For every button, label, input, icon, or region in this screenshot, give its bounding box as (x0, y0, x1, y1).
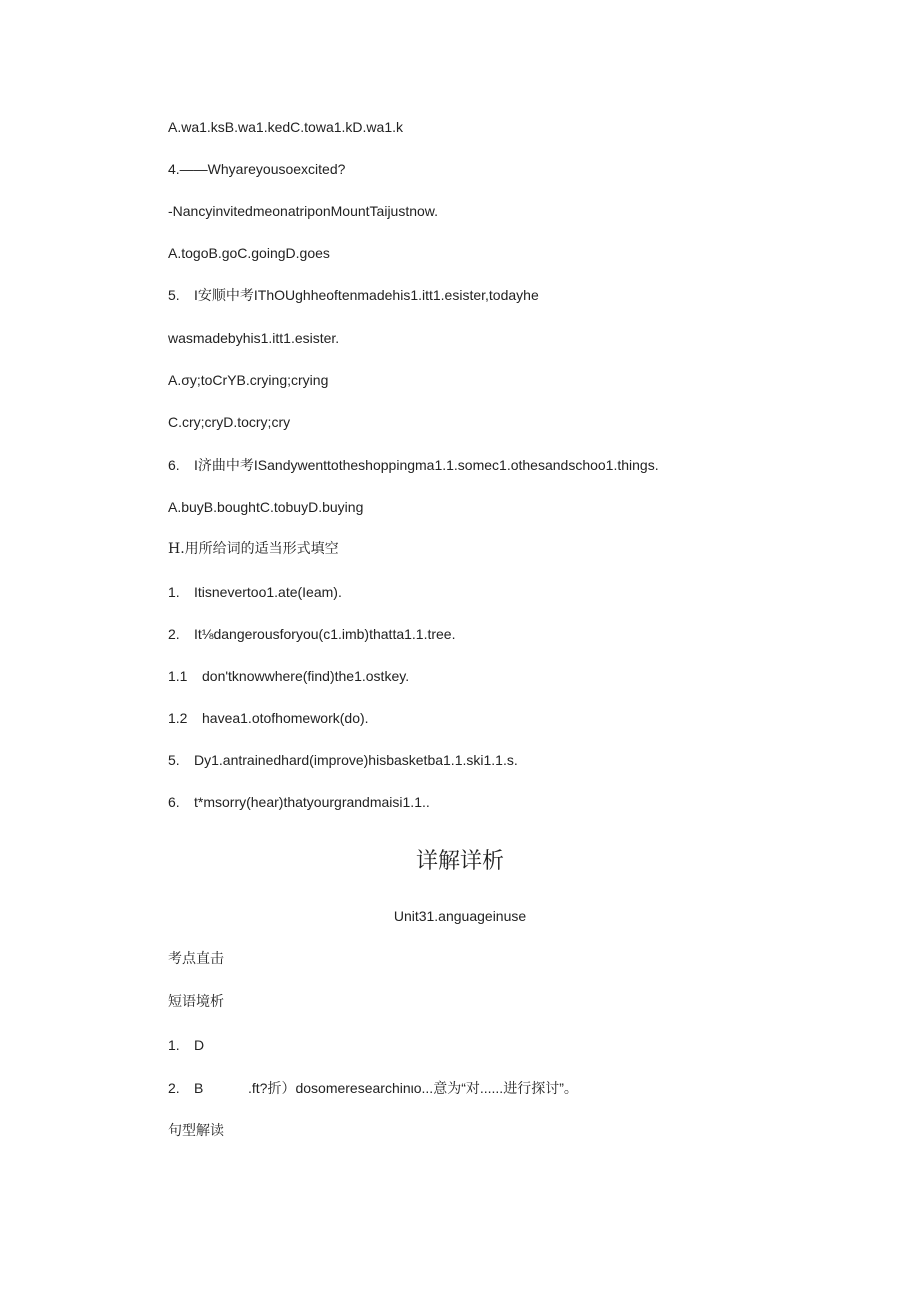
fill-item-6-number: 6. (168, 794, 180, 810)
fill-item-1-text: Itisnevertoo1.ate(Ieam). (194, 584, 342, 600)
fill-item-2 (168, 625, 455, 643)
answer-item-2 (168, 1079, 578, 1097)
fill-item-3 (168, 667, 409, 685)
q6-options: A.buyB.boughtC.tobuyD.buying (168, 499, 364, 515)
q5-options-ab: A.σy;toCrYB.crying;crying (168, 372, 329, 388)
fill-item-2-number: 2. (168, 626, 180, 642)
answer-item-2-number: 2. (168, 1080, 180, 1096)
fill-item-4 (168, 709, 369, 727)
q6-text: I济曲中考ISandywenttotheshoppingma1.1.somec1.othesandschoo1.things. (194, 457, 659, 473)
answer-item-2-letter: B (194, 1080, 204, 1096)
q5-number: 5. (168, 287, 180, 303)
fill-item-4-text: havea1.otofhomework(do). (202, 710, 369, 726)
answer-section-subtitle: Unit31.anguageinuse (393, 908, 527, 924)
fill-item-5-number: 5. (168, 752, 180, 768)
answer-item-1-text: D (194, 1037, 205, 1053)
answer-item-2-note: .ft?折）dosomeresearchinιo...意为“对......进行探讨”。 (248, 1080, 578, 1096)
fill-item-4-number: 1.2 (168, 710, 188, 726)
answer-item-1-number: 1. (168, 1037, 180, 1053)
q5-continuation: wasmadebyhis1.itt1.esister. (168, 330, 340, 346)
q6-number: 6. (168, 457, 180, 473)
q5-options-cd: C.cry;cryD.tocry;cry (168, 414, 291, 430)
fill-item-3-text: don'tknowwhere(find)the1.ostkey. (202, 668, 410, 684)
answer-item-1 (168, 1036, 204, 1054)
q6-question (168, 456, 659, 474)
answer-heading-key-points: 考点直击 (168, 951, 224, 967)
answer-heading-phrases: 短语境析 (168, 994, 224, 1010)
q5-question (168, 286, 539, 304)
fill-item-5 (168, 751, 518, 769)
fill-item-5-text: Dy1.antrainedhard(improve)hisbasketba1.1.ski1.1.s. (194, 752, 518, 768)
fill-item-2-text: It⅛dangerousforyou(c1.imb)thatta1.1.tree. (194, 626, 456, 642)
q4-options: A.togoB.goC.goingD.goes (168, 245, 330, 261)
fill-item-6 (168, 793, 430, 811)
answer-heading-sentences: 句型解读 (168, 1123, 224, 1139)
fill-item-3-number: 1.1 (168, 668, 188, 684)
q3-options: A.wa1.ksB.wa1.kedC.towa1.kD.wa1.k (168, 119, 403, 135)
section-ii-title: H.用所给词的适当形式填空 (168, 541, 339, 557)
fill-item-1-number: 1. (168, 584, 180, 600)
q4-question: 4.——Whyareyousoexcited? (168, 161, 346, 177)
q4-answer: -NancyinvitedmeonatriponMountTaijustnow. (168, 203, 439, 219)
fill-item-6-text: t*msorry(hear)thatyourgrandmaisi1.1.. (194, 794, 430, 810)
q5-text: I安顺中考IThOUghheoftenmadehis1.itt1.esister,todayhe (194, 287, 539, 303)
answer-section-title: 详解详析 (415, 849, 504, 874)
fill-item-1 (168, 583, 342, 601)
